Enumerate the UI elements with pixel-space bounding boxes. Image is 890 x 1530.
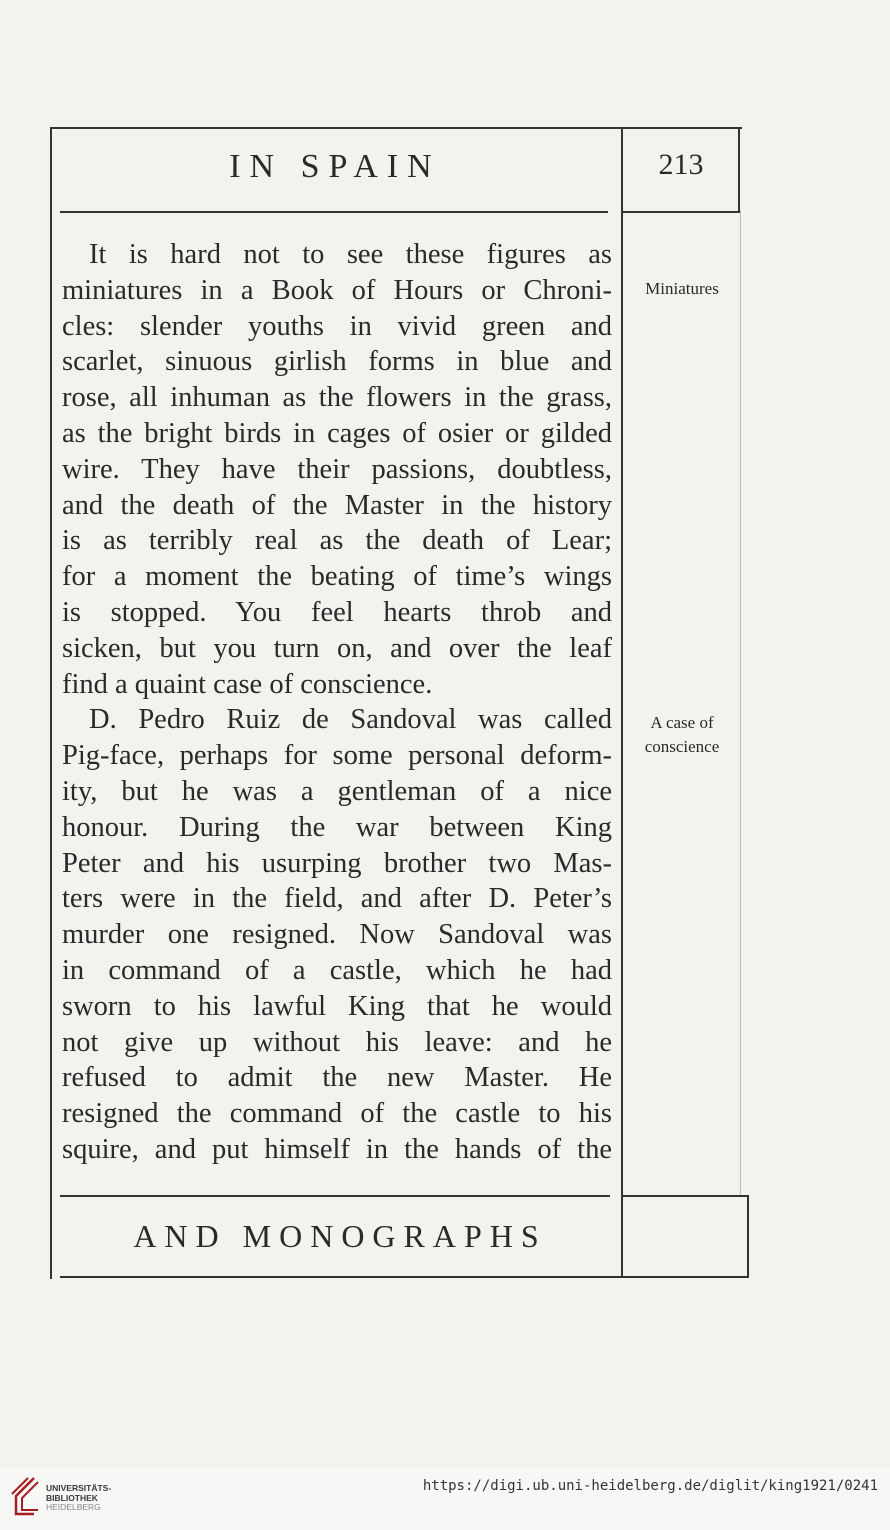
text-line: sworn to his lawful King that he would: [62, 990, 612, 1022]
text-line: ters were in the field, and after D. Peter’s: [62, 883, 612, 915]
text-line: ity, but he was a gentleman of a nice: [62, 775, 612, 807]
text-line: find a quaint case of conscience.: [62, 668, 433, 700]
header-rule: [60, 211, 608, 213]
text-line: is as terribly real as the death of Lear;: [62, 525, 612, 557]
page-number: 213: [658, 148, 704, 181]
frame-bottom-rule: [60, 1276, 749, 1278]
library-logo-icon: [8, 1474, 42, 1518]
text-line: wire. They have their passions, doubtless,: [62, 453, 612, 485]
text-line: not give up without his leave: and he: [62, 1026, 612, 1058]
footer-rule: [60, 1195, 610, 1197]
text-line: sicken, but you turn on, and over the leaf: [62, 632, 612, 664]
text-line: scarlet, sinuous girlish forms in blue and: [62, 346, 612, 378]
text-line: is stopped. You feel hearts throb and: [62, 596, 612, 628]
text-line: for a moment the beating of time’s wings: [62, 561, 612, 593]
series-title: AND MONOGRAPHS: [133, 1218, 547, 1254]
margin-note-line: A case of: [650, 713, 714, 732]
text-line: in command of a castle, which he had: [62, 954, 612, 986]
text-line: murder one resigned. Now Sandoval was: [62, 919, 612, 951]
logo-line: HEIDELBERG: [46, 1502, 101, 1512]
library-bar: [0, 1468, 890, 1530]
text-line: and the death of the Master in the history: [62, 489, 612, 521]
body-text: [62, 237, 612, 1168]
margin-column-rule: [740, 210, 741, 1195]
running-head: IN SPAIN: [229, 148, 441, 185]
logo-line: BIBLIOTHEK: [46, 1492, 98, 1503]
text-line: miniatures in a Book of Hours or Chroni-: [62, 274, 612, 306]
text-line: honour. During the war between King: [62, 811, 612, 843]
text-line: refused to admit the new Master. He: [62, 1062, 612, 1094]
logo-line: UNIVERSITÄTS-: [46, 1483, 112, 1493]
margin-note-miniatures: Miniatures: [645, 279, 719, 298]
source-url-link[interactable]: https://digi.ub.uni-heidelberg.de/diglit/king1921/0241: [422, 1478, 878, 1494]
text-line: D. Pedro Ruiz de Sandoval was called: [89, 704, 612, 736]
text-line: as the bright birds in cages of osier or gilded: [62, 417, 612, 449]
margin-note-line: conscience: [644, 737, 720, 756]
text-line: cles: slender youths in vivid green and: [62, 310, 612, 342]
text-line: resigned the command of the castle to his: [62, 1098, 612, 1130]
text-line: Peter and his usurping brother two Mas-: [62, 847, 612, 879]
header-rule-right: [622, 211, 740, 213]
frame-right-rule-lower: [747, 1195, 749, 1277]
footer-rule-right: [622, 1195, 749, 1197]
text-line: It is hard not to see these figures as: [89, 239, 612, 270]
text-line: rose, all inhuman as the flowers in the grass,: [62, 382, 612, 414]
library-logo-text: [46, 1484, 111, 1513]
margin-note-case-of-conscience: [620, 711, 744, 759]
frame-right-rule: [738, 127, 740, 213]
text-line: Pig-face, perhaps for some personal deform-: [62, 740, 612, 772]
text-line: squire, and put himself in the hands of the: [62, 1133, 612, 1165]
